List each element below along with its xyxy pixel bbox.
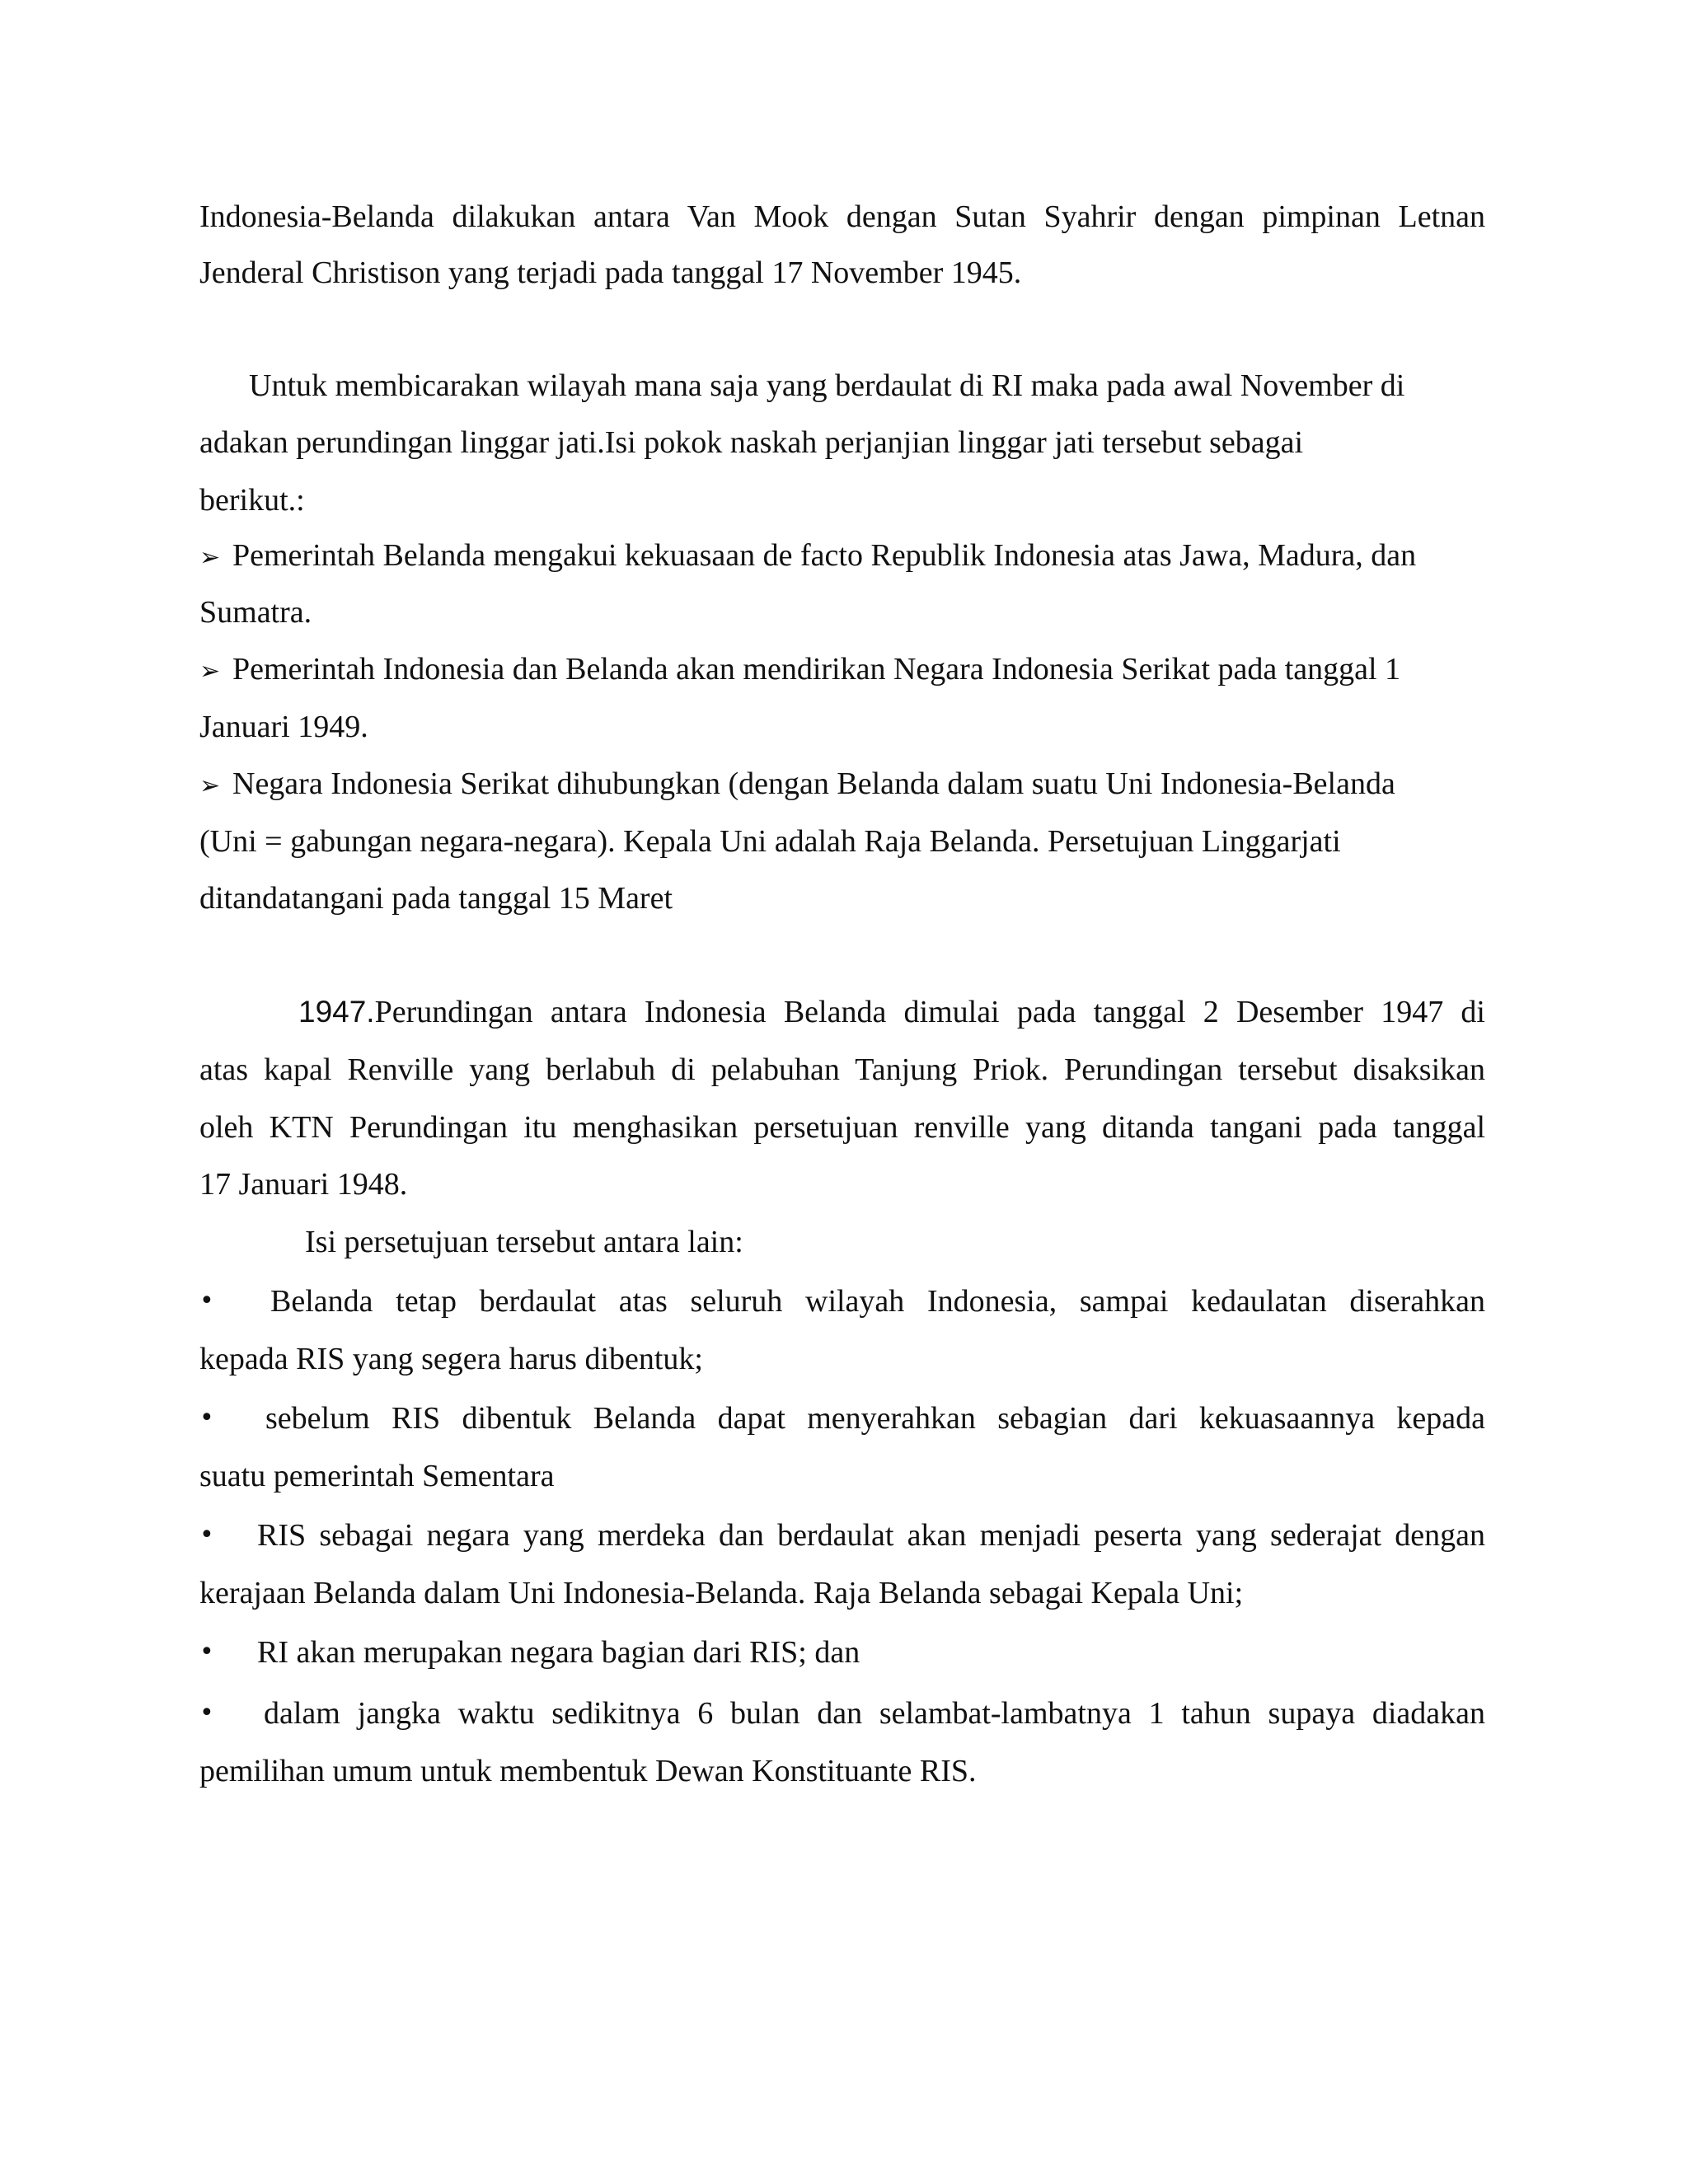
arrow-item-3-text: Negara Indonesia Serikat dihubungkan (dengan Belanda dalam suatu Uni Indonesia-Belanda	[232, 766, 1395, 801]
bullet-item-3-line-1: RIS sebagai negara yang merdeka dan berdaulat akan menjadi peserta yang sederajat dengan	[257, 1518, 1485, 1553]
bullet-item-5-line-1: dalam jangka waktu sedikitnya 6 bulan dan selambat-lambatnya 1 tahun supaya diadakan	[264, 1696, 1485, 1731]
bullet-item-5-line-2: pemilihan umum untuk membentuk Dewan Konstituante RIS.	[199, 1754, 977, 1788]
bullet-item-3-line-2: kerajaan Belanda dalam Uni Indonesia-Belanda. Raja Belanda sebagai Kepala Uni;	[199, 1576, 1244, 1610]
paragraph-3-line-2: atas kapal Renville yang berlabuh di pelabuhan Tanjung Priok. Perundingan tersebut disaksikan	[199, 1052, 1485, 1087]
arrow-item-1-line-1	[199, 537, 1485, 577]
paragraph-2-line-1: Untuk membicarakan wilayah mana saja yang berdaulat di RI maka pada awal November di	[249, 368, 1405, 403]
arrow-item-1-line-2: Sumatra.	[199, 595, 312, 630]
paragraph-3-line-4: 17 Januari 1948.	[199, 1167, 408, 1202]
bullet-item-2-line-2: suatu pemerintah Sementara	[199, 1459, 555, 1493]
paragraph-2-line-3: berikut.:	[199, 483, 305, 518]
bullet-dot-icon: •	[199, 1404, 214, 1432]
arrow-bullet-icon: ➢	[199, 543, 221, 572]
paragraph-1-line-1: Indonesia-Belanda dilakukan antara Van Mook dengan Sutan Syahrir dengan pimpinan Letnan	[199, 199, 1485, 234]
agreement-intro: Isi persetujuan tersebut antara lain:	[305, 1225, 743, 1259]
bullet-item-4-line-1: RI akan merupakan negara bagian dari RIS; dan	[257, 1635, 860, 1670]
arrow-item-1-text: Pemerintah Belanda mengakui kekuasaan de facto Republik Indonesia atas Jawa, Madura, dan	[232, 538, 1417, 573]
bullet-item-1-line-1: Belanda tetap berdaulat atas seluruh wilayah Indonesia, sampai kedaulatan diserahkan	[270, 1284, 1485, 1319]
bullet-item-2-line-1: sebelum RIS dibentuk Belanda dapat menyerahkan sebagian dari kekuasaannya kepada	[265, 1401, 1485, 1436]
arrow-item-3-line-1	[199, 765, 1485, 805]
year-label: 1947.	[298, 995, 375, 1029]
arrow-item-2-text: Pemerintah Indonesia dan Belanda akan mendirikan Negara Indonesia Serikat pada tanggal 1	[232, 652, 1401, 687]
paragraph-1-line-2: Jenderal Christison yang terjadi pada tanggal 17 November 1945.	[199, 255, 1022, 290]
paragraph-3-line-1-text: Perundingan antara Indonesia Belanda dimulai pada tanggal 2 Desember 1947 di	[374, 995, 1485, 1029]
bullet-dot-icon: •	[199, 1286, 214, 1315]
bullet-dot-icon: •	[199, 1638, 214, 1666]
bullet-item-1-line-2: kepada RIS yang segera harus dibentuk;	[199, 1342, 703, 1376]
arrow-item-3-line-2: (Uni = gabungan negara-negara). Kepala Uni adalah Raja Belanda. Persetujuan Linggarjati	[199, 824, 1341, 859]
arrow-bullet-icon: ➢	[199, 657, 221, 686]
bullet-dot-icon: •	[199, 1521, 214, 1549]
arrow-item-3-line-3: ditandatangani pada tanggal 15 Maret	[199, 881, 673, 916]
bullet-dot-icon: •	[199, 1699, 214, 1727]
arrow-item-2-line-1	[199, 650, 1485, 691]
arrow-bullet-icon: ➢	[199, 771, 221, 800]
paragraph-2-line-2: adakan perundingan linggar jati.Isi pokok naskah perjanjian linggar jati tersebut sebagai	[199, 425, 1304, 460]
paragraph-3-line-3: oleh KTN Perundingan itu menghasikan persetujuan renville yang ditanda tangani pada tanggal	[199, 1110, 1485, 1145]
paragraph-3-line-1	[298, 993, 1485, 1031]
arrow-item-2-line-2: Januari 1949.	[199, 710, 368, 744]
